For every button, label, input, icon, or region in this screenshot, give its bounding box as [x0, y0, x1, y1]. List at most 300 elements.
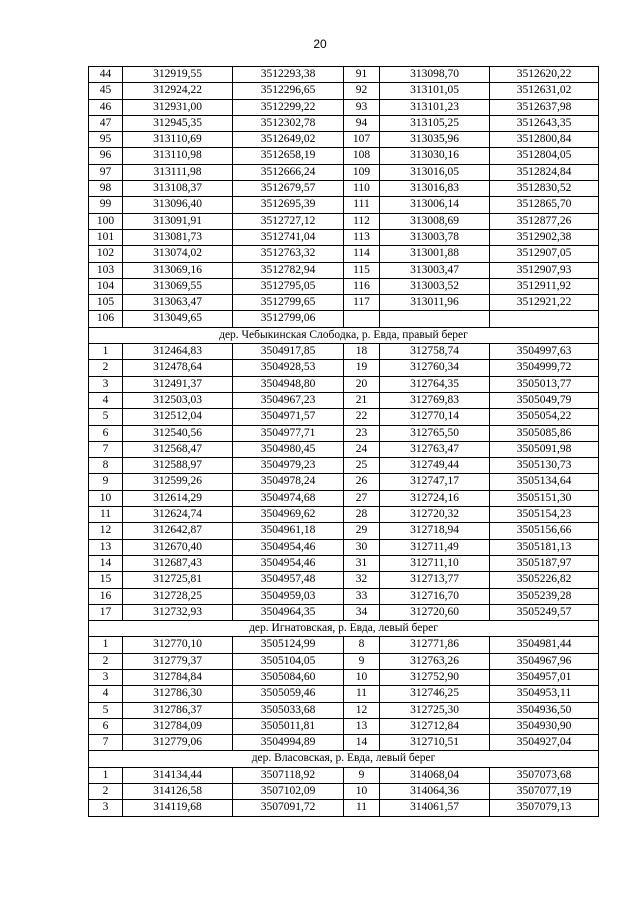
- x-coordinate-cell: 314119,68: [123, 800, 233, 816]
- y-coordinate-cell: 3507102,09: [233, 784, 344, 800]
- x-coordinate-cell: 312711,49: [380, 539, 490, 555]
- y-coordinate-cell: 3512911,92: [490, 278, 599, 294]
- table-row: [89, 800, 599, 816]
- table-row: [89, 588, 599, 604]
- y-coordinate-cell: 3512741,04: [233, 229, 344, 245]
- x-coordinate-cell: 312749,44: [380, 458, 490, 474]
- x-coordinate-cell: 312624,74: [123, 507, 233, 523]
- y-coordinate-cell: 3512637,98: [490, 99, 599, 115]
- y-coordinate-cell: 3512666,24: [233, 164, 344, 180]
- point-number-cell: 1: [89, 344, 123, 360]
- table-row: [89, 523, 599, 539]
- point-number-cell: 2: [89, 653, 123, 669]
- y-coordinate-cell: 3512830,52: [490, 181, 599, 197]
- x-coordinate-cell: 313035,96: [380, 132, 490, 148]
- point-number-cell: 8: [89, 458, 123, 474]
- table-row: [89, 507, 599, 523]
- x-coordinate-cell: 313016,05: [380, 164, 490, 180]
- y-coordinate-cell: 3512763,32: [233, 246, 344, 262]
- x-coordinate-cell: 313006,14: [380, 197, 490, 213]
- y-coordinate-cell: 3512865,70: [490, 197, 599, 213]
- x-coordinate-cell: 313003,52: [380, 278, 490, 294]
- table-row: [89, 490, 599, 506]
- x-coordinate-cell: 313111,98: [123, 164, 233, 180]
- x-coordinate-cell: 312779,37: [123, 653, 233, 669]
- point-number-cell: 10: [89, 490, 123, 506]
- x-coordinate-cell: 312716,70: [380, 588, 490, 604]
- point-number-cell: 34: [344, 604, 380, 620]
- y-coordinate-cell: 3505134,64: [490, 474, 599, 490]
- x-coordinate-cell: 312540,56: [123, 425, 233, 441]
- y-coordinate-cell: 3512620,22: [490, 67, 599, 83]
- y-coordinate-cell: 3504981,44: [490, 637, 599, 653]
- x-coordinate-cell: 312720,60: [380, 604, 490, 620]
- point-number-cell: 1: [89, 767, 123, 783]
- y-coordinate-cell: 3504994,89: [233, 735, 344, 751]
- table-row: [89, 360, 599, 376]
- table-row: [89, 653, 599, 669]
- point-number-cell: 112: [344, 213, 380, 229]
- point-number-cell: 21: [344, 392, 380, 408]
- point-number-cell: 6: [89, 718, 123, 734]
- y-coordinate-cell: 3512658,19: [233, 148, 344, 164]
- x-coordinate-cell: 313101,05: [380, 83, 490, 99]
- table-row: [89, 115, 599, 131]
- y-coordinate-cell: 3504917,85: [233, 344, 344, 360]
- table-row: [89, 735, 599, 751]
- y-coordinate-cell: 3512804,05: [490, 148, 599, 164]
- y-coordinate-cell: 3505130,73: [490, 458, 599, 474]
- y-coordinate-cell: 3504954,46: [233, 539, 344, 555]
- x-coordinate-cell: 312568,47: [123, 441, 233, 457]
- y-coordinate-cell: 3505085,86: [490, 425, 599, 441]
- y-coordinate-cell: 3504953,11: [490, 686, 599, 702]
- y-coordinate-cell: 3504967,23: [233, 392, 344, 408]
- table-row: [89, 164, 599, 180]
- point-number-cell: 26: [344, 474, 380, 490]
- table-row: [89, 784, 599, 800]
- x-coordinate-cell: 312784,09: [123, 718, 233, 734]
- y-coordinate-cell: 3505154,23: [490, 507, 599, 523]
- point-number-cell: 114: [344, 246, 380, 262]
- x-coordinate-cell: 312464,83: [123, 344, 233, 360]
- y-coordinate-cell: 3505249,57: [490, 604, 599, 620]
- point-number-cell: 9: [344, 767, 380, 783]
- y-coordinate-cell: 3504978,24: [233, 474, 344, 490]
- y-coordinate-cell: 3512302,78: [233, 115, 344, 131]
- point-number-cell: 9: [344, 653, 380, 669]
- point-number-cell: 92: [344, 83, 380, 99]
- y-coordinate-cell: 3505181,13: [490, 539, 599, 555]
- point-number-cell: 9: [89, 474, 123, 490]
- table-row: [89, 392, 599, 408]
- x-coordinate-cell: 312763,26: [380, 653, 490, 669]
- y-coordinate-cell: 3512782,94: [233, 262, 344, 278]
- point-number-cell: 94: [344, 115, 380, 131]
- y-coordinate-cell: 3504971,57: [233, 409, 344, 425]
- y-coordinate-cell: 3505011,81: [233, 718, 344, 734]
- x-coordinate-cell: 312512,04: [123, 409, 233, 425]
- point-number-cell: 7: [89, 735, 123, 751]
- y-coordinate-cell: 3505033,68: [233, 702, 344, 718]
- x-coordinate-cell: 314061,57: [380, 800, 490, 816]
- y-coordinate-cell: 3512795,05: [233, 278, 344, 294]
- x-coordinate-cell: [380, 311, 490, 327]
- point-number-cell: 97: [89, 164, 123, 180]
- x-coordinate-cell: 313098,70: [380, 67, 490, 83]
- table-row: [89, 197, 599, 213]
- y-coordinate-cell: 3504967,96: [490, 653, 599, 669]
- y-coordinate-cell: 3504957,48: [233, 572, 344, 588]
- x-coordinate-cell: 312720,32: [380, 507, 490, 523]
- y-coordinate-cell: 3507073,68: [490, 767, 599, 783]
- y-coordinate-cell: 3507118,92: [233, 767, 344, 783]
- point-number-cell: 105: [89, 295, 123, 311]
- x-coordinate-cell: 314126,58: [123, 784, 233, 800]
- x-coordinate-cell: 314068,04: [380, 767, 490, 783]
- x-coordinate-cell: 312588,97: [123, 458, 233, 474]
- y-coordinate-cell: 3512679,57: [233, 181, 344, 197]
- y-coordinate-cell: 3512902,38: [490, 229, 599, 245]
- x-coordinate-cell: 312769,83: [380, 392, 490, 408]
- x-coordinate-cell: 312687,43: [123, 555, 233, 571]
- y-coordinate-cell: 3505084,60: [233, 669, 344, 685]
- section-heading: дер. Игнатовская, р. Евда, левый берег: [89, 621, 599, 637]
- x-coordinate-cell: 312747,17: [380, 474, 490, 490]
- y-coordinate-cell: 3504969,62: [233, 507, 344, 523]
- x-coordinate-cell: 312725,81: [123, 572, 233, 588]
- point-number-cell: 27: [344, 490, 380, 506]
- y-coordinate-cell: 3505054,22: [490, 409, 599, 425]
- point-number-cell: 107: [344, 132, 380, 148]
- table-row: [89, 229, 599, 245]
- y-coordinate-cell: 3504961,18: [233, 523, 344, 539]
- point-number-cell: 108: [344, 148, 380, 164]
- x-coordinate-cell: 312710,51: [380, 735, 490, 751]
- y-coordinate-cell: 3512800,84: [490, 132, 599, 148]
- point-number-cell: 10: [344, 669, 380, 685]
- coordinates-table-body: [89, 67, 599, 817]
- point-number-cell: 100: [89, 213, 123, 229]
- x-coordinate-cell: 312725,30: [380, 702, 490, 718]
- x-coordinate-cell: 312724,16: [380, 490, 490, 506]
- point-number-cell: [344, 311, 380, 327]
- x-coordinate-cell: 312711,10: [380, 555, 490, 571]
- point-number-cell: 25: [344, 458, 380, 474]
- x-coordinate-cell: 312718,94: [380, 523, 490, 539]
- coordinates-table: [88, 66, 599, 817]
- table-row: [89, 278, 599, 294]
- point-number-cell: 13: [344, 718, 380, 734]
- y-coordinate-cell: 3505156,66: [490, 523, 599, 539]
- y-coordinate-cell: 3512643,35: [490, 115, 599, 131]
- y-coordinate-cell: 3504957,01: [490, 669, 599, 685]
- y-coordinate-cell: 3505013,77: [490, 376, 599, 392]
- y-coordinate-cell: 3504948,80: [233, 376, 344, 392]
- y-coordinate-cell: 3512299,22: [233, 99, 344, 115]
- x-coordinate-cell: 312770,14: [380, 409, 490, 425]
- y-coordinate-cell: 3507079,13: [490, 800, 599, 816]
- table-row: [89, 311, 599, 327]
- point-number-cell: 5: [89, 702, 123, 718]
- point-number-cell: 2: [89, 784, 123, 800]
- point-number-cell: 95: [89, 132, 123, 148]
- point-number-cell: 4: [89, 392, 123, 408]
- x-coordinate-cell: 312746,25: [380, 686, 490, 702]
- x-coordinate-cell: 312670,40: [123, 539, 233, 555]
- section-heading-row: [89, 751, 599, 767]
- table-row: [89, 458, 599, 474]
- table-row: [89, 344, 599, 360]
- point-number-cell: 8: [344, 637, 380, 653]
- point-number-cell: 14: [344, 735, 380, 751]
- x-coordinate-cell: 313011,96: [380, 295, 490, 311]
- table-row: [89, 555, 599, 571]
- y-coordinate-cell: 3507077,19: [490, 784, 599, 800]
- table-row: [89, 669, 599, 685]
- y-coordinate-cell: 3512799,06: [233, 311, 344, 327]
- point-number-cell: 20: [344, 376, 380, 392]
- x-coordinate-cell: 313069,55: [123, 278, 233, 294]
- y-coordinate-cell: [490, 311, 599, 327]
- point-number-cell: 113: [344, 229, 380, 245]
- point-number-cell: 99: [89, 197, 123, 213]
- table-row: [89, 539, 599, 555]
- y-coordinate-cell: 3512649,02: [233, 132, 344, 148]
- table-row: [89, 213, 599, 229]
- table-row: [89, 474, 599, 490]
- table-row: [89, 376, 599, 392]
- y-coordinate-cell: 3505187,97: [490, 555, 599, 571]
- x-coordinate-cell: 312599,26: [123, 474, 233, 490]
- y-coordinate-cell: 3512877,26: [490, 213, 599, 229]
- point-number-cell: 2: [89, 360, 123, 376]
- x-coordinate-cell: 313105,25: [380, 115, 490, 131]
- section-heading: дер. Власовская, р. Евда, левый берег: [89, 751, 599, 767]
- y-coordinate-cell: 3504999,72: [490, 360, 599, 376]
- point-number-cell: 116: [344, 278, 380, 294]
- point-number-cell: 103: [89, 262, 123, 278]
- table-row: [89, 702, 599, 718]
- point-number-cell: 11: [344, 800, 380, 816]
- y-coordinate-cell: 3512631,02: [490, 83, 599, 99]
- x-coordinate-cell: 312503,03: [123, 392, 233, 408]
- x-coordinate-cell: 312919,55: [123, 67, 233, 83]
- x-coordinate-cell: 312478,64: [123, 360, 233, 376]
- table-row: [89, 767, 599, 783]
- point-number-cell: 24: [344, 441, 380, 457]
- y-coordinate-cell: 3504977,71: [233, 425, 344, 441]
- point-number-cell: 115: [344, 262, 380, 278]
- point-number-cell: 29: [344, 523, 380, 539]
- section-heading-row: [89, 621, 599, 637]
- table-row: [89, 441, 599, 457]
- y-coordinate-cell: 3504974,68: [233, 490, 344, 506]
- page-number: 20: [313, 37, 327, 51]
- point-number-cell: 10: [344, 784, 380, 800]
- table-row: [89, 148, 599, 164]
- x-coordinate-cell: 314134,44: [123, 767, 233, 783]
- x-coordinate-cell: 312614,29: [123, 490, 233, 506]
- point-number-cell: 7: [89, 441, 123, 457]
- point-number-cell: 28: [344, 507, 380, 523]
- point-number-cell: 14: [89, 555, 123, 571]
- y-coordinate-cell: 3504997,63: [490, 344, 599, 360]
- table-row: [89, 262, 599, 278]
- x-coordinate-cell: 313069,16: [123, 262, 233, 278]
- table-row: [89, 132, 599, 148]
- x-coordinate-cell: 312931,00: [123, 99, 233, 115]
- y-coordinate-cell: 3512921,22: [490, 295, 599, 311]
- point-number-cell: 102: [89, 246, 123, 262]
- x-coordinate-cell: 312732,93: [123, 604, 233, 620]
- point-number-cell: 18: [344, 344, 380, 360]
- x-coordinate-cell: 312779,06: [123, 735, 233, 751]
- point-number-cell: 11: [344, 686, 380, 702]
- point-number-cell: 16: [89, 588, 123, 604]
- y-coordinate-cell: 3504964,35: [233, 604, 344, 620]
- y-coordinate-cell: 3512293,38: [233, 67, 344, 83]
- y-coordinate-cell: 3505151,30: [490, 490, 599, 506]
- point-number-cell: 23: [344, 425, 380, 441]
- x-coordinate-cell: 312728,25: [123, 588, 233, 604]
- y-coordinate-cell: 3504928,53: [233, 360, 344, 376]
- point-number-cell: 93: [344, 99, 380, 115]
- x-coordinate-cell: 312786,37: [123, 702, 233, 718]
- point-number-cell: 3: [89, 669, 123, 685]
- section-heading-row: [89, 327, 599, 343]
- point-number-cell: 4: [89, 686, 123, 702]
- x-coordinate-cell: 312642,87: [123, 523, 233, 539]
- point-number-cell: 12: [89, 523, 123, 539]
- y-coordinate-cell: 3507091,72: [233, 800, 344, 816]
- x-coordinate-cell: 313030,16: [380, 148, 490, 164]
- x-coordinate-cell: 313110,69: [123, 132, 233, 148]
- point-number-cell: 32: [344, 572, 380, 588]
- point-number-cell: 33: [344, 588, 380, 604]
- point-number-cell: 11: [89, 507, 123, 523]
- point-number-cell: 106: [89, 311, 123, 327]
- y-coordinate-cell: 3504980,45: [233, 441, 344, 457]
- x-coordinate-cell: 313063,47: [123, 295, 233, 311]
- y-coordinate-cell: 3512296,65: [233, 83, 344, 99]
- point-number-cell: 3: [89, 800, 123, 816]
- point-number-cell: 109: [344, 164, 380, 180]
- point-number-cell: 44: [89, 67, 123, 83]
- x-coordinate-cell: 313003,47: [380, 262, 490, 278]
- x-coordinate-cell: 312771,86: [380, 637, 490, 653]
- x-coordinate-cell: 313003,78: [380, 229, 490, 245]
- x-coordinate-cell: 312752,90: [380, 669, 490, 685]
- y-coordinate-cell: 3512907,05: [490, 246, 599, 262]
- x-coordinate-cell: 314064,36: [380, 784, 490, 800]
- table-row: [89, 246, 599, 262]
- x-coordinate-cell: 313091,91: [123, 213, 233, 229]
- point-number-cell: 5: [89, 409, 123, 425]
- table-row: [89, 409, 599, 425]
- x-coordinate-cell: 313074,02: [123, 246, 233, 262]
- point-number-cell: 13: [89, 539, 123, 555]
- x-coordinate-cell: 312764,35: [380, 376, 490, 392]
- x-coordinate-cell: 313081,73: [123, 229, 233, 245]
- y-coordinate-cell: 3505239,28: [490, 588, 599, 604]
- table-row: [89, 572, 599, 588]
- point-number-cell: 46: [89, 99, 123, 115]
- y-coordinate-cell: 3504979,23: [233, 458, 344, 474]
- point-number-cell: 101: [89, 229, 123, 245]
- x-coordinate-cell: 312758,74: [380, 344, 490, 360]
- y-coordinate-cell: 3512799,65: [233, 295, 344, 311]
- y-coordinate-cell: 3505091,98: [490, 441, 599, 457]
- y-coordinate-cell: 3504959,03: [233, 588, 344, 604]
- point-number-cell: 3: [89, 376, 123, 392]
- y-coordinate-cell: 3505059,46: [233, 686, 344, 702]
- table-row: [89, 425, 599, 441]
- y-coordinate-cell: 3504936,50: [490, 702, 599, 718]
- y-coordinate-cell: 3512907,93: [490, 262, 599, 278]
- x-coordinate-cell: 312491,37: [123, 376, 233, 392]
- point-number-cell: 15: [89, 572, 123, 588]
- point-number-cell: 110: [344, 181, 380, 197]
- x-coordinate-cell: 313001,88: [380, 246, 490, 262]
- table-row: [89, 83, 599, 99]
- table-row: [89, 99, 599, 115]
- x-coordinate-cell: 312945,35: [123, 115, 233, 131]
- x-coordinate-cell: 313049,65: [123, 311, 233, 327]
- point-number-cell: 6: [89, 425, 123, 441]
- point-number-cell: 98: [89, 181, 123, 197]
- point-number-cell: 12: [344, 702, 380, 718]
- table-row: [89, 637, 599, 653]
- y-coordinate-cell: 3512727,12: [233, 213, 344, 229]
- point-number-cell: 111: [344, 197, 380, 213]
- y-coordinate-cell: 3504930,90: [490, 718, 599, 734]
- x-coordinate-cell: 313008,69: [380, 213, 490, 229]
- x-coordinate-cell: 312786,30: [123, 686, 233, 702]
- x-coordinate-cell: 312713,77: [380, 572, 490, 588]
- point-number-cell: 104: [89, 278, 123, 294]
- table-row: [89, 181, 599, 197]
- point-number-cell: 1: [89, 637, 123, 653]
- point-number-cell: 117: [344, 295, 380, 311]
- y-coordinate-cell: 3512695,39: [233, 197, 344, 213]
- point-number-cell: 19: [344, 360, 380, 376]
- point-number-cell: 96: [89, 148, 123, 164]
- x-coordinate-cell: 313016,83: [380, 181, 490, 197]
- y-coordinate-cell: 3504954,46: [233, 555, 344, 571]
- x-coordinate-cell: 312770,10: [123, 637, 233, 653]
- x-coordinate-cell: 313110,98: [123, 148, 233, 164]
- y-coordinate-cell: 3505049,79: [490, 392, 599, 408]
- point-number-cell: 91: [344, 67, 380, 83]
- point-number-cell: 47: [89, 115, 123, 131]
- point-number-cell: 30: [344, 539, 380, 555]
- section-heading: дер. Чебыкинская Слободка, р. Евда, правый берег: [89, 327, 599, 343]
- y-coordinate-cell: 3505124,99: [233, 637, 344, 653]
- x-coordinate-cell: 312760,34: [380, 360, 490, 376]
- x-coordinate-cell: 312924,22: [123, 83, 233, 99]
- point-number-cell: 45: [89, 83, 123, 99]
- y-coordinate-cell: 3512824,84: [490, 164, 599, 180]
- point-number-cell: 17: [89, 604, 123, 620]
- x-coordinate-cell: 313108,37: [123, 181, 233, 197]
- x-coordinate-cell: 312712,84: [380, 718, 490, 734]
- table-row: [89, 604, 599, 620]
- table-row: [89, 295, 599, 311]
- y-coordinate-cell: 3504927,04: [490, 735, 599, 751]
- x-coordinate-cell: 312763,47: [380, 441, 490, 457]
- x-coordinate-cell: 313096,40: [123, 197, 233, 213]
